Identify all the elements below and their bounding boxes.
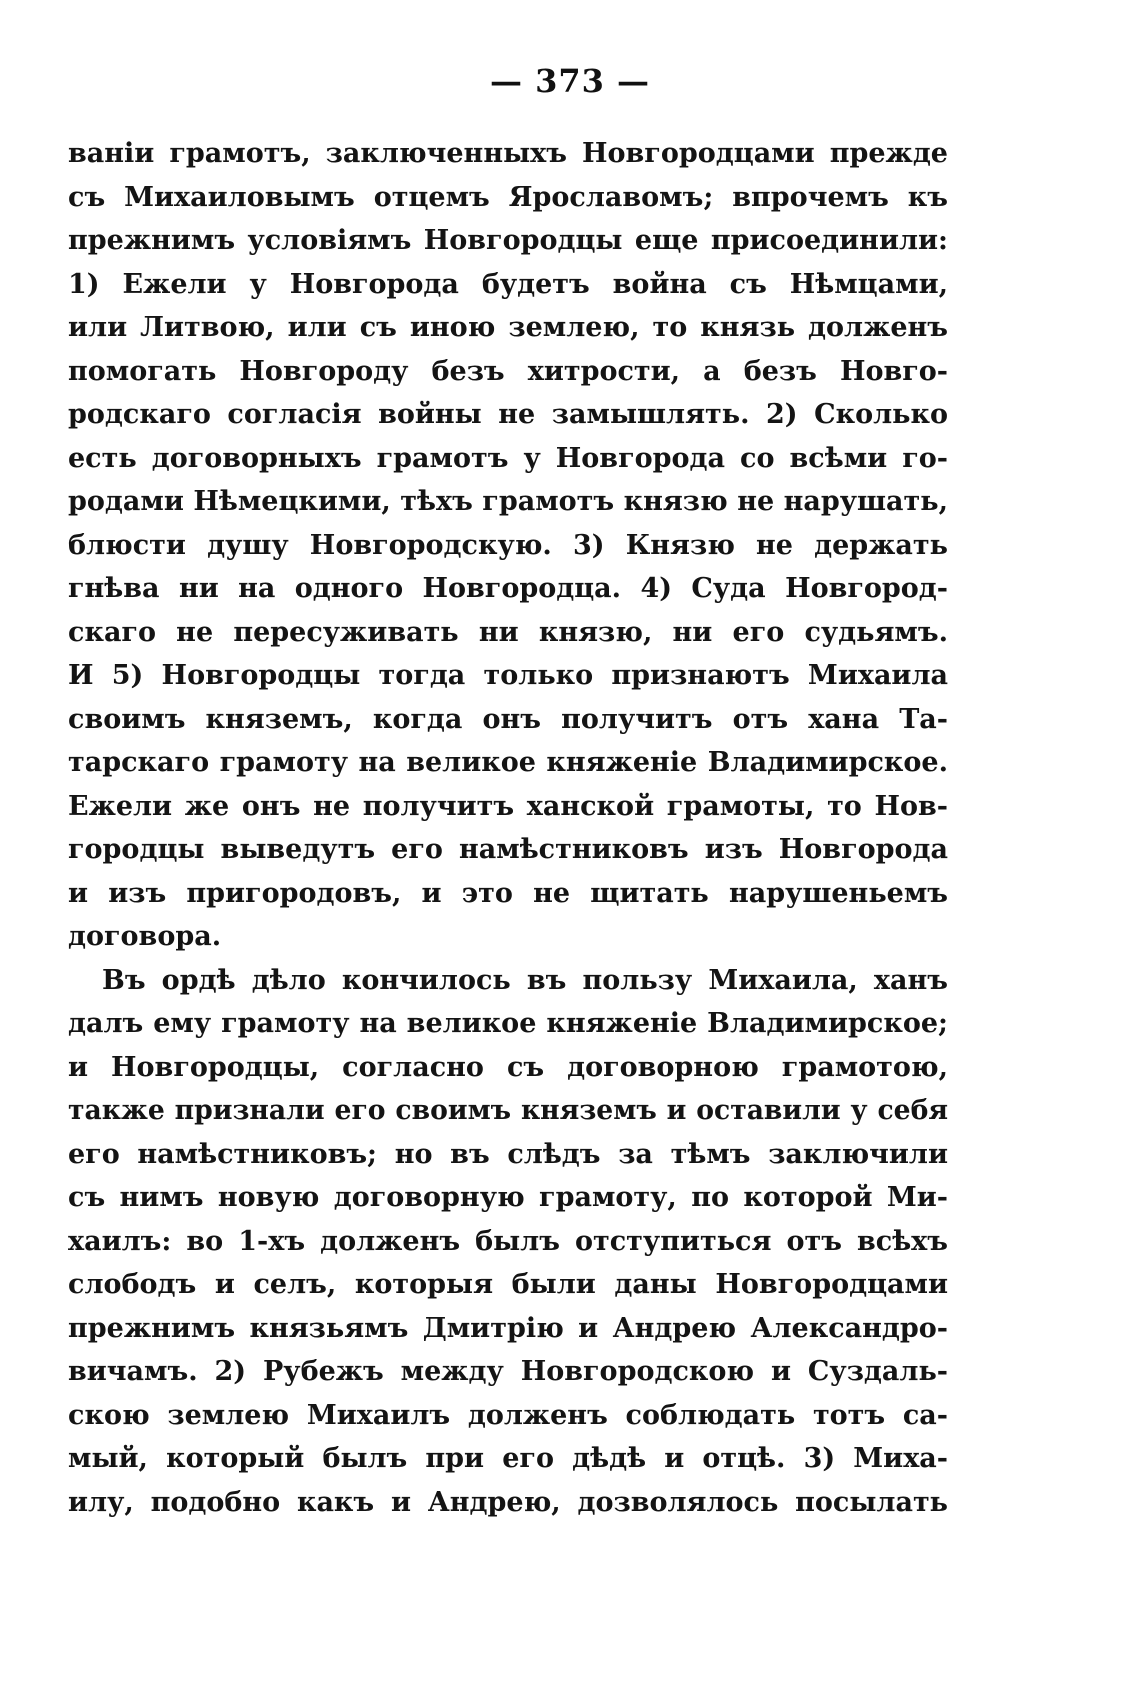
text-line: хаилъ: во 1-хъ долженъ былъ отступиться отъ всѣхъ <box>68 1225 948 1257</box>
text-line: гнѣва ни на одного Новгородца. 4) Суда Новгород- <box>68 573 948 604</box>
page-number: — 373 — <box>489 62 651 100</box>
text-line: И 5) Новгородцы тогда только признаютъ Михаила <box>68 660 948 691</box>
text-line: мый, который былъ при его дѣдѣ и отцѣ. 3) Миха- <box>68 1443 948 1474</box>
text-line: слободъ и селъ, которыя были даны Новгородцами <box>68 1269 948 1300</box>
text-line: или Литвою, или съ иною землею, то князь долженъ <box>68 312 948 343</box>
text-line: и изъ пригородовъ, и это не щитать нарушеньемъ <box>68 877 948 909</box>
text-line: Ежели же онъ не получитъ ханской грамоты, то Нов- <box>68 790 948 822</box>
text-line: родами Нѣмецкими, тѣхъ грамотъ князю не нарушать, <box>68 486 948 517</box>
text-line: Въ ордѣ дѣло кончилось въ пользу Михаила, ханъ <box>102 964 948 996</box>
text-line: блюсти душу Новгородскую. 3) Князю не держать <box>68 529 948 561</box>
text-line: вичамъ. 2) Рубежъ между Новгородскою и Суздаль- <box>68 1356 948 1387</box>
text-line: его намѣстниковъ; но въ слѣдъ за тѣмъ заключили <box>68 1138 948 1170</box>
text-line: далъ ему грамоту на великое княженіе Владимирское; <box>68 1008 948 1039</box>
text-line: договора. <box>68 921 222 952</box>
text-line: родскаго согласія войны не замышлять. 2) Сколько <box>68 399 948 430</box>
text-line: городцы выведутъ его намѣстниковъ изъ Новгорода <box>68 834 948 865</box>
text-line: тарскаго грамоту на великое княженіе Владимирское. <box>68 747 948 778</box>
text-line: также признали его своимъ княземъ и оставили у себя <box>68 1095 948 1126</box>
text-line: есть договорныхъ грамотъ у Новгорода со всѣми го- <box>68 442 948 474</box>
text-line: скою землею Михаилъ долженъ соблюдать тотъ са- <box>68 1399 948 1431</box>
text-line: съ Михаиловымъ отцемъ Ярославомъ; впрочемъ къ <box>68 181 948 213</box>
text-line: своимъ княземъ, когда онъ получитъ отъ хана Та- <box>68 703 948 735</box>
text-line: помогать Новгороду безъ хитрости, а безъ Новго- <box>68 355 948 387</box>
text-line: скаго не пересуживать ни князю, ни его судьямъ. <box>68 616 948 648</box>
body-text <box>68 132 948 1524</box>
paragraph-2 <box>68 959 948 1525</box>
text-line: прежнимъ условіямъ Новгородцы еще присоединили: <box>68 225 948 256</box>
text-line: ваніи грамотъ, заключенныхъ Новгородцами прежде <box>68 138 948 169</box>
text-line: и Новгородцы, согласно съ договорною грамотою, <box>68 1051 948 1083</box>
text-line: прежнимъ князьямъ Дмитрію и Андрею Александро- <box>68 1312 948 1344</box>
text-line: 1) Ежели у Новгорода будетъ война съ Нѣмцами, <box>68 268 948 300</box>
text-line: съ нимъ новую договорную грамоту, по которой Ми- <box>68 1182 948 1213</box>
text-line: илу, подобно какъ и Андрею, дозволялось посылать <box>68 1486 948 1518</box>
paragraph-1 <box>68 132 948 959</box>
